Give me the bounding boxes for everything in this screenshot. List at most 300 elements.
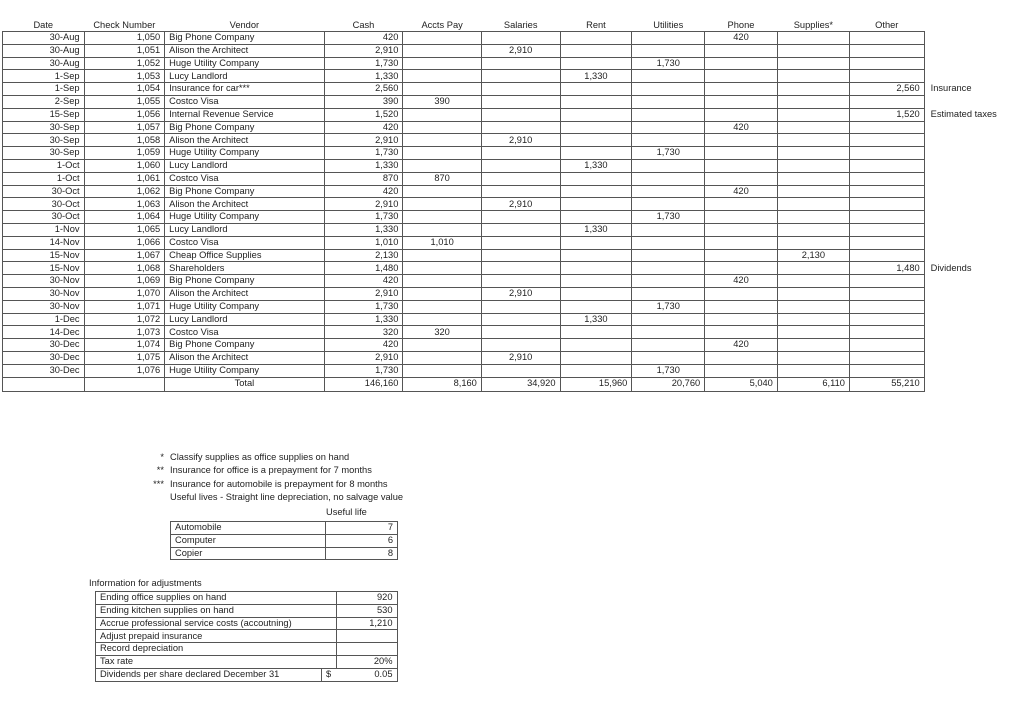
row-note (924, 172, 1023, 185)
cash-cell: 1,330 (324, 159, 403, 172)
row-note (924, 95, 1023, 108)
row-note (924, 134, 1023, 147)
rent-cell: 1,330 (560, 223, 632, 236)
vendor-cell: Lucy Landlord (165, 159, 324, 172)
rent-cell (560, 326, 632, 339)
table-row (171, 534, 398, 547)
col-header-vendor: Vendor (229, 19, 260, 30)
rent-cell (560, 134, 632, 147)
row-note: Estimated taxes (930, 108, 997, 119)
utilities-cell: 1,730 (632, 300, 705, 313)
other-cell (849, 326, 924, 339)
check-number-cell: 1,064 (84, 211, 165, 224)
utilities-cell (632, 287, 705, 300)
salaries-cell (481, 32, 560, 45)
phone-cell (705, 198, 778, 211)
row-note (924, 236, 1023, 249)
utilities-cell (632, 44, 705, 57)
phone-cell (705, 287, 778, 300)
vendor-cell: Huge Utility Company (165, 300, 324, 313)
utilities-cell (632, 339, 705, 352)
accts-pay-cell (403, 223, 481, 236)
check-number-cell: 1,063 (84, 198, 165, 211)
other-cell (849, 351, 924, 364)
salaries-cell (481, 185, 560, 198)
vendor-cell: Costco Visa (165, 172, 324, 185)
rent-cell (560, 198, 632, 211)
row-note (924, 326, 1023, 339)
utilities-cell: 1,730 (632, 211, 705, 224)
date-cell: 1-Nov (3, 223, 85, 236)
table-row (171, 522, 398, 535)
footnotes (142, 451, 403, 505)
total-supplies: 6,110 (777, 377, 849, 391)
table-row (3, 185, 1024, 198)
accts-pay-cell (403, 57, 481, 70)
cash-cell: 1,730 (324, 300, 403, 313)
utilities-cell (632, 108, 705, 121)
other-cell (849, 159, 924, 172)
table-row (3, 159, 1024, 172)
date-cell: 30-Oct (3, 198, 85, 211)
vendor-cell: Huge Utility Company (165, 147, 324, 160)
accts-pay-cell (403, 249, 481, 262)
total-utilities: 20,760 (632, 377, 705, 391)
utilities-cell (632, 121, 705, 134)
salaries-cell: 2,910 (481, 198, 560, 211)
check-number-cell: 1,071 (84, 300, 165, 313)
other-cell: 1,520 (849, 108, 924, 121)
adjustment-value: 530 (336, 604, 397, 617)
phone-cell: 420 (705, 121, 778, 134)
supplies-cell (777, 211, 849, 224)
salaries-cell: 2,910 (481, 44, 560, 57)
rent-cell (560, 57, 632, 70)
table-row (96, 604, 398, 617)
date-cell: 2-Sep (3, 95, 85, 108)
cash-cell: 2,910 (324, 287, 403, 300)
phone-cell (705, 44, 778, 57)
other-cell (849, 32, 924, 45)
utilities-cell: 1,730 (632, 147, 705, 160)
check-register-table (2, 18, 1024, 392)
adjustment-label: Adjust prepaid insurance (96, 630, 337, 643)
adjustment-value: 1,210 (336, 617, 397, 630)
salaries-cell: 2,910 (481, 134, 560, 147)
salaries-cell (481, 223, 560, 236)
cash-cell: 420 (324, 32, 403, 45)
accts-pay-cell (403, 275, 481, 288)
phone-cell (705, 57, 778, 70)
cash-cell: 1,520 (324, 108, 403, 121)
vendor-cell: Shareholders (165, 262, 324, 275)
cash-cell: 390 (324, 95, 403, 108)
utilities-cell: 1,730 (632, 57, 705, 70)
utilities-cell (632, 95, 705, 108)
col-header-other: Other (875, 19, 899, 30)
asset-years: 8 (326, 547, 398, 560)
phone-cell (705, 364, 778, 377)
rent-cell (560, 44, 632, 57)
other-cell (849, 249, 924, 262)
row-note (924, 275, 1023, 288)
date-cell: 30-Oct (3, 211, 85, 224)
accts-pay-cell (403, 198, 481, 211)
table-row (3, 339, 1024, 352)
other-cell (849, 236, 924, 249)
blank-cell (3, 377, 85, 391)
rent-cell (560, 108, 632, 121)
utilities-cell (632, 326, 705, 339)
salaries-cell (481, 172, 560, 185)
cash-cell: 420 (324, 275, 403, 288)
row-note (924, 287, 1023, 300)
table-row (3, 83, 1024, 96)
rent-cell: 1,330 (560, 313, 632, 326)
other-cell (849, 121, 924, 134)
phone-cell: 420 (705, 339, 778, 352)
total-cash: 146,160 (324, 377, 403, 391)
table-row (3, 70, 1024, 83)
check-number-cell: 1,051 (84, 44, 165, 57)
other-cell (849, 287, 924, 300)
date-cell: 30-Sep (3, 134, 85, 147)
rent-cell (560, 351, 632, 364)
date-cell: 30-Nov (3, 275, 85, 288)
salaries-cell (481, 313, 560, 326)
total-accts-pay: 8,160 (403, 377, 481, 391)
table-row (3, 134, 1024, 147)
row-note (924, 211, 1023, 224)
vendor-cell: Costco Visa (165, 95, 324, 108)
col-header-note (924, 18, 1023, 32)
salaries-cell (481, 364, 560, 377)
supplies-cell (777, 262, 849, 275)
table-row (96, 617, 398, 630)
supplies-cell (777, 134, 849, 147)
table-row (171, 547, 398, 560)
salaries-cell (481, 236, 560, 249)
useful-life-table (170, 521, 398, 560)
vendor-cell: Costco Visa (165, 326, 324, 339)
adjustment-value (336, 630, 397, 643)
accts-pay-cell (403, 351, 481, 364)
total-label: Total (165, 377, 324, 391)
table-row (3, 121, 1024, 134)
total-rent: 15,960 (560, 377, 632, 391)
salaries-cell (481, 339, 560, 352)
utilities-cell: 1,730 (632, 364, 705, 377)
check-number-cell: 1,069 (84, 275, 165, 288)
supplies-cell (777, 172, 849, 185)
supplies-cell (777, 275, 849, 288)
vendor-cell: Huge Utility Company (165, 211, 324, 224)
row-note (924, 159, 1023, 172)
salaries-cell (481, 95, 560, 108)
accts-pay-cell: 320 (403, 326, 481, 339)
utilities-cell (632, 198, 705, 211)
date-cell: 1-Oct (3, 172, 85, 185)
check-number-cell: 1,058 (84, 134, 165, 147)
other-cell (849, 275, 924, 288)
cash-cell: 1,730 (324, 364, 403, 377)
other-cell (849, 70, 924, 83)
date-cell: 30-Oct (3, 185, 85, 198)
salaries-cell (481, 121, 560, 134)
accts-pay-cell (403, 287, 481, 300)
row-note (924, 351, 1023, 364)
supplies-cell (777, 32, 849, 45)
table-row (3, 364, 1024, 377)
row-note (924, 249, 1023, 262)
other-cell (849, 57, 924, 70)
date-cell: 1-Sep (3, 83, 85, 96)
accts-pay-cell (403, 313, 481, 326)
accts-pay-cell (403, 44, 481, 57)
supplies-cell (777, 95, 849, 108)
supplies-cell (777, 147, 849, 160)
accts-pay-cell (403, 211, 481, 224)
rent-cell (560, 83, 632, 96)
utilities-cell (632, 275, 705, 288)
date-cell: 30-Dec (3, 364, 85, 377)
salaries-cell (481, 57, 560, 70)
table-row (3, 236, 1024, 249)
table-row (3, 44, 1024, 57)
phone-cell: 420 (705, 185, 778, 198)
supplies-cell (777, 287, 849, 300)
cash-cell: 1,730 (324, 147, 403, 160)
vendor-cell: Big Phone Company (165, 275, 324, 288)
cash-cell: 1,330 (324, 313, 403, 326)
cash-cell: 420 (324, 121, 403, 134)
other-cell (849, 185, 924, 198)
salaries-cell (481, 249, 560, 262)
vendor-cell: Huge Utility Company (165, 364, 324, 377)
adjustment-label: Ending kitchen supplies on hand (96, 604, 337, 617)
supplies-cell (777, 83, 849, 96)
other-cell (849, 211, 924, 224)
other-cell (849, 172, 924, 185)
date-cell: 30-Dec (3, 351, 85, 364)
check-number-cell: 1,055 (84, 95, 165, 108)
date-cell: 30-Sep (3, 121, 85, 134)
salaries-cell (481, 83, 560, 96)
phone-cell (705, 147, 778, 160)
header-row (3, 18, 1024, 32)
table-row (3, 275, 1024, 288)
table-row (3, 57, 1024, 70)
table-row (96, 643, 398, 656)
phone-cell (705, 83, 778, 96)
supplies-cell (777, 313, 849, 326)
phone-cell (705, 326, 778, 339)
cash-cell: 2,910 (324, 44, 403, 57)
vendor-cell: Cheap Office Supplies (165, 249, 324, 262)
useful-life-header: Useful life (326, 507, 367, 517)
cash-cell: 1,330 (324, 223, 403, 236)
phone-cell (705, 134, 778, 147)
supplies-cell (777, 236, 849, 249)
check-number-cell: 1,057 (84, 121, 165, 134)
accts-pay-cell (403, 147, 481, 160)
salaries-cell (481, 159, 560, 172)
adjustments-title: Information for adjustments (89, 578, 202, 588)
table-row (3, 95, 1024, 108)
blank-cell (84, 377, 165, 391)
phone-cell (705, 70, 778, 83)
check-number-cell: 1,073 (84, 326, 165, 339)
other-cell (849, 134, 924, 147)
phone-cell (705, 300, 778, 313)
accts-pay-cell (403, 300, 481, 313)
cash-cell: 2,910 (324, 134, 403, 147)
salaries-cell (481, 108, 560, 121)
check-number-cell: 1,053 (84, 70, 165, 83)
table-row (3, 300, 1024, 313)
row-note (924, 198, 1023, 211)
utilities-cell (632, 172, 705, 185)
total-row (3, 377, 1024, 391)
utilities-cell (632, 159, 705, 172)
check-number-cell: 1,068 (84, 262, 165, 275)
adjustment-value: 920 (336, 592, 397, 605)
phone-cell (705, 159, 778, 172)
asset-name: Computer (171, 534, 326, 547)
check-number-cell: 1,074 (84, 339, 165, 352)
adjustment-label: Dividends per share declared December 31 (96, 668, 322, 681)
supplies-cell (777, 159, 849, 172)
table-row (3, 313, 1024, 326)
cash-cell: 2,910 (324, 351, 403, 364)
utilities-cell (632, 223, 705, 236)
supplies-cell (777, 364, 849, 377)
accts-pay-cell (403, 185, 481, 198)
supplies-cell (777, 108, 849, 121)
rent-cell (560, 147, 632, 160)
table-row (3, 223, 1024, 236)
table-row (3, 351, 1024, 364)
other-cell (849, 364, 924, 377)
phone-cell (705, 223, 778, 236)
supplies-cell (777, 44, 849, 57)
cash-cell: 1,730 (324, 57, 403, 70)
check-number-cell: 1,076 (84, 364, 165, 377)
supplies-cell (777, 339, 849, 352)
date-cell: 30-Sep (3, 147, 85, 160)
rent-cell: 1,330 (560, 159, 632, 172)
utilities-cell (632, 262, 705, 275)
phone-cell (705, 211, 778, 224)
other-cell: 2,560 (849, 83, 924, 96)
rent-cell (560, 275, 632, 288)
utilities-cell (632, 185, 705, 198)
salaries-cell: 2,910 (481, 351, 560, 364)
other-cell (849, 223, 924, 236)
date-cell: 14-Dec (3, 326, 85, 339)
cash-cell: 1,330 (324, 70, 403, 83)
row-note (924, 300, 1023, 313)
salaries-cell (481, 326, 560, 339)
phone-cell (705, 262, 778, 275)
vendor-cell: Lucy Landlord (165, 70, 324, 83)
supplies-cell: 2,130 (777, 249, 849, 262)
currency-symbol: $ (322, 668, 337, 681)
table-row (3, 172, 1024, 185)
vendor-cell: Alison the Architect (165, 287, 324, 300)
date-cell: 30-Aug (3, 32, 85, 45)
utilities-cell (632, 351, 705, 364)
check-number-cell: 1,052 (84, 57, 165, 70)
cash-cell: 2,560 (324, 83, 403, 96)
asset-years: 7 (326, 522, 398, 535)
vendor-cell: Big Phone Company (165, 339, 324, 352)
row-note (924, 364, 1023, 377)
date-cell: 15-Sep (3, 108, 85, 121)
adjustment-label: Accrue professional service costs (accoutning) (96, 617, 337, 630)
supplies-cell (777, 57, 849, 70)
rent-cell: 1,330 (560, 70, 632, 83)
table-row (3, 249, 1024, 262)
rent-cell (560, 185, 632, 198)
rent-cell (560, 121, 632, 134)
salaries-cell (481, 70, 560, 83)
rent-cell (560, 287, 632, 300)
col-header-rent: Rent (586, 19, 606, 30)
col-header-date: Date (33, 19, 54, 30)
accts-pay-cell (403, 108, 481, 121)
vendor-cell: Big Phone Company (165, 185, 324, 198)
other-cell (849, 339, 924, 352)
row-note: Insurance (930, 83, 972, 94)
date-cell: 30-Dec (3, 339, 85, 352)
check-number-cell: 1,066 (84, 236, 165, 249)
supplies-cell (777, 326, 849, 339)
accts-pay-cell (403, 83, 481, 96)
phone-cell (705, 351, 778, 364)
col-header-phone: Phone (727, 19, 755, 30)
adjustment-label: Record depreciation (96, 643, 337, 656)
rent-cell (560, 172, 632, 185)
accts-pay-cell (403, 262, 481, 275)
check-number-cell: 1,060 (84, 159, 165, 172)
cash-cell: 2,910 (324, 198, 403, 211)
rent-cell (560, 364, 632, 377)
col-header-utilities: Utilities (653, 19, 684, 30)
vendor-cell: Costco Visa (165, 236, 324, 249)
date-cell: 1-Dec (3, 313, 85, 326)
cash-cell: 320 (324, 326, 403, 339)
utilities-cell (632, 313, 705, 326)
accts-pay-cell (403, 339, 481, 352)
blank-cell (924, 377, 1023, 391)
table-row (3, 32, 1024, 45)
cash-cell: 1,010 (324, 236, 403, 249)
rent-cell (560, 211, 632, 224)
supplies-cell (777, 70, 849, 83)
footnote: ** Insurance for office is a prepayment for 7 months (156, 465, 372, 476)
supplies-cell (777, 121, 849, 134)
vendor-cell: Huge Utility Company (165, 57, 324, 70)
adjustment-label: Ending office supplies on hand (96, 592, 337, 605)
accts-pay-cell (403, 364, 481, 377)
phone-cell (705, 95, 778, 108)
date-cell: 1-Sep (3, 70, 85, 83)
check-number-cell: 1,062 (84, 185, 165, 198)
col-header-accts-pay: Accts Pay (421, 19, 463, 30)
utilities-cell (632, 236, 705, 249)
asset-name: Automobile (171, 522, 326, 535)
